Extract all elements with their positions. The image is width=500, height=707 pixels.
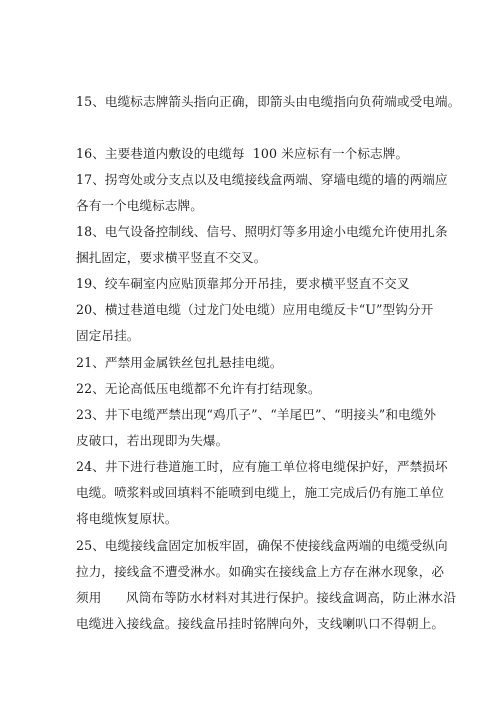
item-23-line-2: 皮破口，若出现即为失爆。 xyxy=(76,433,229,448)
item-24-line-3: 将电缆恢复原状。 xyxy=(76,511,178,526)
item-22-line-1: 22、无论高低压电缆都不允许有打结现象。 xyxy=(76,381,321,396)
item-23-line-1: 23、井下电缆严禁出现“鸡爪子”、“羊尾巴”、“明接头”和电缆外 xyxy=(76,407,437,422)
item-25-line-4: 电缆进入接线盒。接线盒吊挂时铭牌向外，支线喇叭口不得朝上。 xyxy=(76,616,445,631)
item-20-line-2: 固定吊挂。 xyxy=(76,328,140,343)
item-20-line-1: 20、横过巷道电缆（过龙门处电缆）应用电缆反卡“U”型钩分开 xyxy=(76,302,434,317)
item-17-line-1: 17、拐弯处或分支点以及电缆接线盒两端、穿墙电缆的墙的两端应 xyxy=(76,172,448,187)
item-19-line-1: 19、绞车硐室内应贴顶靠邦分开吊挂，要求横平竖直不交叉 xyxy=(76,276,410,291)
item-25-line-3: 须用 风筒布等防水材料对其进行保护。接线盒调高，防止淋水沿 xyxy=(76,590,457,605)
item-17-line-2: 各有一个电缆标志牌。 xyxy=(76,198,203,213)
item-21-line-1: 21、严禁用金属铁丝包扎悬挂电缆。 xyxy=(76,355,283,370)
item-24-line-1: 24、井下进行巷道施工时，应有施工单位将电缆保护好，严禁损坏 xyxy=(76,459,448,474)
item-25-line-2: 拉力，接线盒不遭受淋水。如确实在接线盒上方存在淋水现象，必 xyxy=(76,564,445,579)
item-18-line-1: 18、电气设备控制线、信号、照明灯等多用途小电缆允许使用扎条 xyxy=(76,224,448,239)
item-25-line-1: 25、电缆接线盒固定加板牢固，确保不使接线盒两端的电缆受纵向 xyxy=(76,538,448,553)
item-18-line-2: 捆扎固定，要求横平竖直不交叉。 xyxy=(76,250,267,265)
item-15-line-1: 15、电缆标志牌箭头指向正确，即箭头由电缆指向负荷端或受电端。 xyxy=(76,94,461,109)
item-16-line-1: 16、主要巷道内敷设的电缆每 100 米应标有一个标志牌。 xyxy=(76,146,409,161)
item-24-line-2: 电缆。喷浆料或回填料不能喷到电缆上，施工完成后仍有施工单位 xyxy=(76,485,445,500)
